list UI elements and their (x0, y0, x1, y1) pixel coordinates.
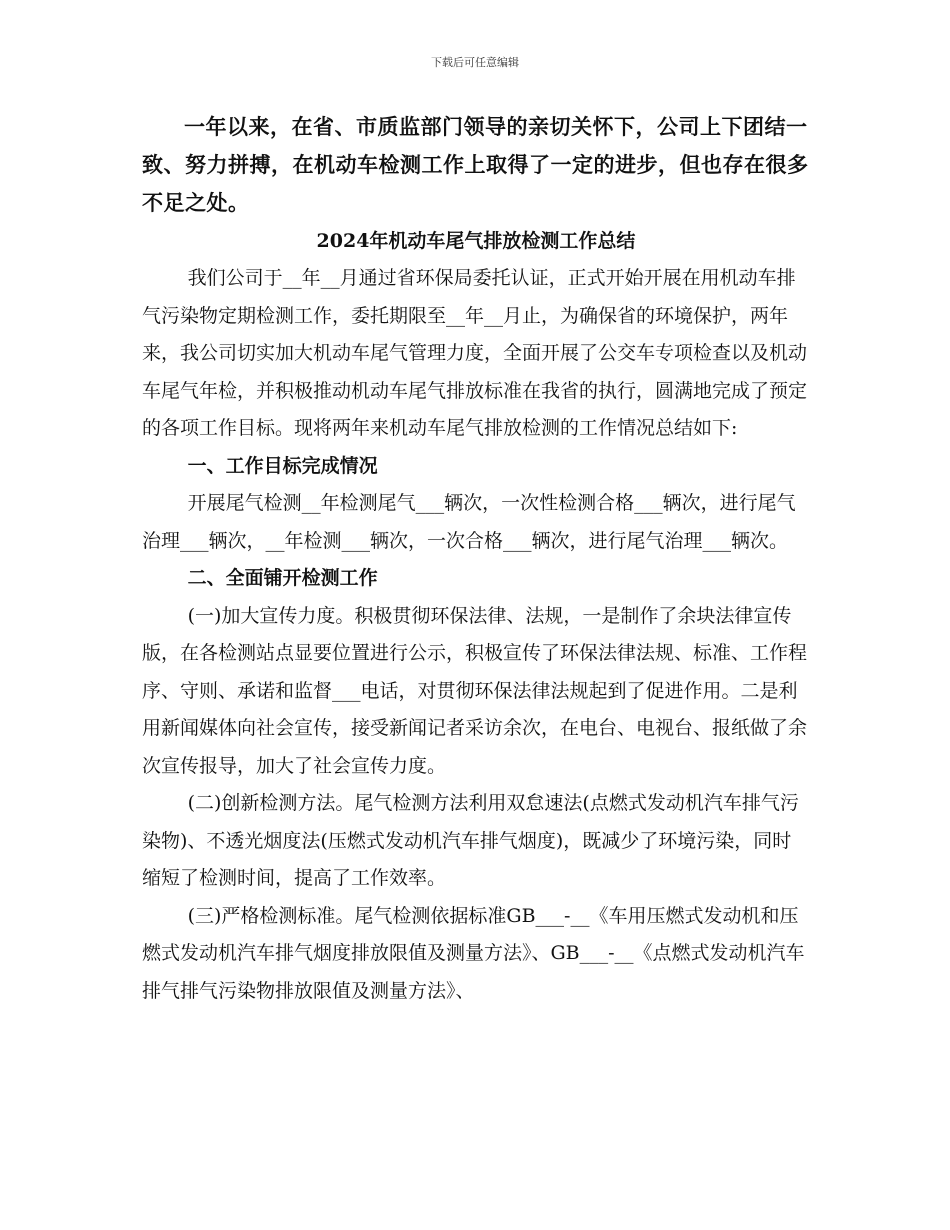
paragraph-targets: 开展尾气检测__年检测尾气___辆次，一次性检测合格___辆次，进行尾气治理___辆次，__年检测___辆次，一次合格___辆次，进行尾气治理___辆次。 (142, 492, 796, 552)
document-title: 2024年机动车尾气排放检测工作总结 (316, 230, 636, 252)
section-heading-2: 二、全面铺开检测工作 (187, 567, 378, 589)
intro-paragraph: 一年以来，在省、市质监部门领导的亲切关怀下，公司上下团结一致、努力拼搏，在机动车检测工作上取得了一定的进步，但也存在很多不足之处。 (142, 114, 809, 215)
paragraph-overview: 我们公司于__年__月通过省环保局委托认证，正式开始开展在用机动车排气污染物定期检测工作，委托期限至__年__月止，为确保省的环境保护，两年来，我公司切实加大机动车尾气管理力度，全面开展了公交车专项检查以及机动车尾气年检，并积极推动机动车尾气排放标准在我省的执行，圆满地完成了预定的各项工作目标。现将两年来机动车尾气排放检测的工作情况总结如下: (142, 267, 808, 439)
document-body (142, 108, 810, 1010)
paragraph-methods: (二)创新检测方法。尾气检测方法利用双怠速法(点燃式发动机汽车排气污染物)、不透光烟度法(压燃式发动机汽车排气烟度)，既减少了环境污染，同时缩短了检测时间，提高了工作效率。 (142, 792, 799, 889)
paragraph-standards: (三)严格检测标准。尾气检测依据标准GB___-__《车用压燃式发动机和压燃式发动机汽车排气烟度排放限值及测量方法》、GB___-__《点燃式发动机汽车排气排气污染物排放限值及测量方法》、 (142, 904, 805, 1002)
section-heading-1: 一、工作目标完成情况 (187, 454, 378, 477)
paragraph-publicity: (一)加大宣传力度。积极贯彻环保法律、法规，一是制作了余块法律宣传版，在各检测站点显要位置进行公示，积极宣传了环保法律法规、标准、工作程序、守则、承诺和监督___电话，对贯彻环保法律法规起到了促进作用。二是利用新闻媒体向社会宣传，接受新闻记者采访余次，在电台、电视台、报纸做了余次宣传报导，加大了社会宣传力度。 (142, 604, 808, 777)
header-note: 下载后可任意编辑 (431, 56, 519, 69)
